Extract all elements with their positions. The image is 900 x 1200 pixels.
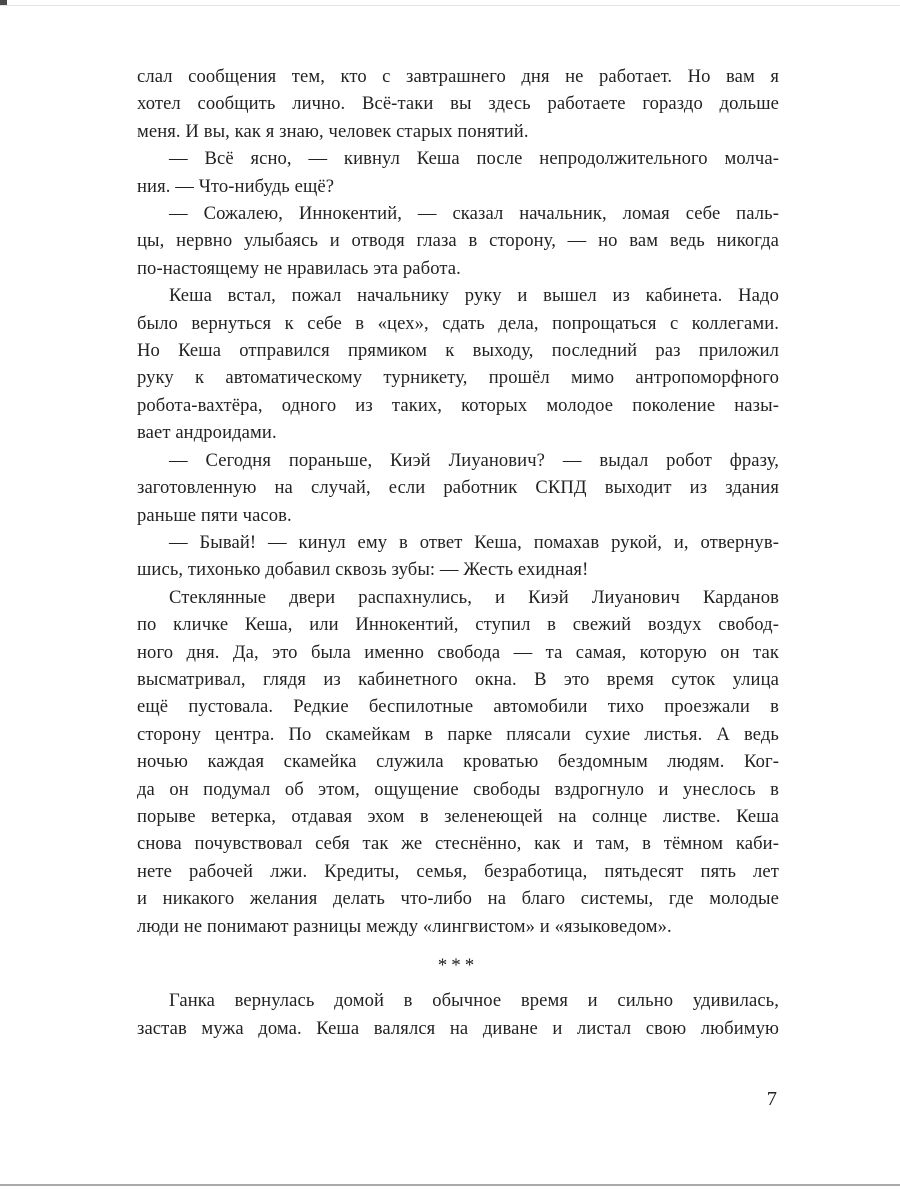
text-line: меня. И вы, как я знаю, человек старых понятий. [137, 120, 529, 142]
text-line: — Сожалею, Иннокентий, — сказал начальник, ломая себе паль- [169, 203, 779, 225]
paragraph [137, 145, 779, 200]
text-line: застав мужа дома. Кеша валялся на диване и листал свою любимую [137, 1017, 779, 1039]
text-line: ного дня. Да, это была именно свобода — та самая, которую он так [137, 641, 779, 663]
scan-artifact-top-line [0, 5, 900, 6]
paragraph [137, 529, 779, 584]
text-line: Но Кеша отправился прямиком к выходу, последний раз приложил [137, 340, 779, 362]
text-line: высматривал, глядя из кабинетного окна. В это время суток улица [137, 668, 779, 690]
text-line: Ганка вернулась домой в обычное время и сильно удивилась, [169, 990, 779, 1012]
page-text [137, 63, 779, 1042]
text-line: слал сообщения тем, кто с завтрашнего дня не работает. Но вам я [137, 66, 779, 87]
scan-artifact-bottom-line [0, 1184, 900, 1186]
text-line: было вернуться к себе в «цех», сдать дела, попрощаться с коллегами. [137, 312, 779, 334]
text-line: по-настоящему не нравилась эта работа. [137, 257, 461, 279]
text-line: ния. — Что-нибудь ещё? [137, 175, 335, 197]
text-line: — Бывай! — кинул ему в ответ Кеша, помахав рукой, и, отвернув- [169, 531, 779, 553]
text-line: ещё пустовала. Редкие беспилотные автомобили тихо проезжали в [137, 696, 779, 718]
text-line: ночью каждая скамейка служила кроватью бездомным людям. Ког- [137, 751, 779, 773]
paragraph [137, 282, 779, 446]
paragraph [137, 584, 779, 940]
text-line: снова почувствовал себя так же стеснённо, как и там, в тёмном каби- [137, 833, 779, 855]
scan-artifact-top-left [0, 0, 7, 5]
text-line: цы, нервно улыбаясь и отводя глаза в сторону, — но вам ведь никогда [137, 230, 779, 252]
text-line: вает андроидами. [137, 422, 277, 444]
text-line: Кеша встал, пожал начальнику руку и вышел из кабинета. Надо [169, 285, 779, 307]
paragraph [137, 447, 779, 529]
text-line: нете рабочей лжи. Кредиты, семья, безработица, пятьдесят пять лет [137, 860, 779, 882]
text-line: и никакого желания делать что-либо на благо системы, где молодые [137, 888, 779, 910]
text-line: порыве ветерка, отдавая эхом в зеленеющей на солнце листве. Кеша [137, 805, 779, 827]
page-number: 7 [766, 1088, 777, 1110]
text-line: хотел сообщить лично. Всё-таки вы здесь работаете гораздо дольше [137, 93, 779, 115]
text-line: — Всё ясно, — кивнул Кеша после непродолжительного молча- [169, 148, 779, 170]
text-line: руку к автоматическому турникету, прошёл мимо антропоморфного [137, 367, 779, 389]
text-line: робота-вахтёра, одного из таких, которых молодое поколение назы- [137, 394, 779, 416]
paragraph [137, 63, 779, 145]
text-line: люди не понимают разницы между «лингвистом» и «языковедом». [137, 915, 672, 937]
text-line: Стеклянные двери распахнулись, и Киэй Лиуанович Карданов [169, 586, 779, 608]
paragraph [137, 200, 779, 282]
text-line: по кличке Кеша, или Иннокентий, ступил в свежий воздух свобод- [137, 614, 779, 636]
text-line: сторону центра. По скамейкам в парке плясали сухие листья. А ведь [137, 723, 779, 745]
paragraph [137, 987, 779, 1042]
text-line: заготовленную на случай, если работник СКПД выходит из здания [137, 477, 779, 499]
text-line: раньше пяти часов. [137, 504, 292, 526]
section-separator: *** [437, 955, 479, 976]
text-line: да он подумал об этом, ощущение свободы вздрогнуло и унеслось в [137, 778, 779, 800]
text-line: шись, тихонько добавил сквозь зубы: — Жесть ехидная! [137, 559, 589, 581]
text-line: — Сегодня пораньше, Киэй Лиуанович? — выдал робот фразу, [169, 449, 779, 471]
